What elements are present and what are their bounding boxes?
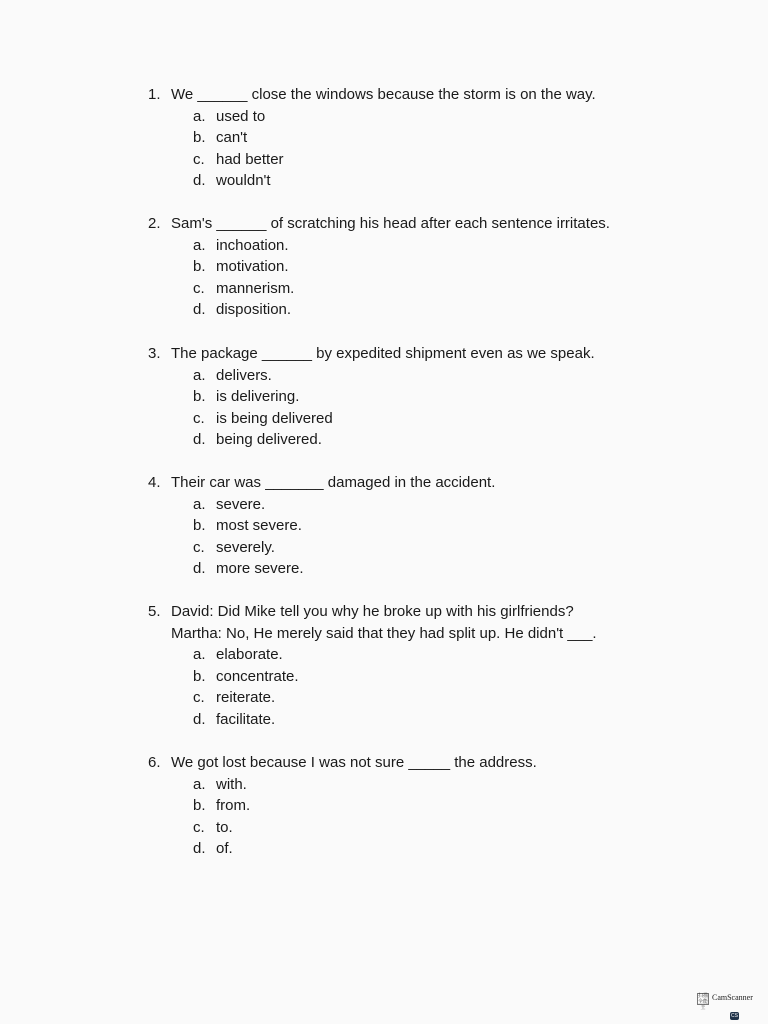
option-b: b. motivation. (193, 258, 289, 276)
option-d: d. facilitate. (193, 710, 276, 728)
question-number: 1. (148, 86, 161, 103)
option-c: c. severely. (193, 538, 275, 556)
cs-badge-icon: CS (731, 1013, 738, 1019)
options-list (148, 644, 708, 730)
question-3 (148, 343, 708, 451)
option-a: a. elaborate. (193, 646, 283, 663)
camscanner-watermark (697, 991, 761, 1021)
question-2 (148, 213, 708, 321)
option-c: c. is being delivered (193, 409, 333, 427)
option-a: a. delivers. (193, 366, 272, 384)
option-a: a. severe. (193, 495, 266, 513)
option-b: b. is delivering. (193, 388, 300, 406)
option-c: c. mannerism. (193, 279, 295, 297)
option-d: d. of. (193, 840, 233, 858)
option-d: d. disposition. (193, 301, 292, 319)
question-6 (148, 752, 708, 860)
question-number: 4. (148, 474, 161, 491)
option-d: d. more severe. (193, 560, 304, 578)
question-text: The package ______ by expedited shipment even as we speak. (171, 345, 595, 362)
question-text: David: Did Mike tell you why he broke up with his girlfriends? Martha: No, He merely said that they had split up. He didn't ___. (171, 603, 597, 642)
option-b: b. from. (193, 797, 251, 815)
question-5 (148, 601, 708, 730)
option-d: d. wouldn't (193, 172, 271, 190)
question-number: 6. (148, 754, 161, 771)
options-list (148, 774, 708, 860)
question-text: Sam's ______ of scratching his head after each sentence irritates. (171, 215, 610, 232)
question-4 (148, 472, 708, 580)
option-b: b. most severe. (193, 517, 302, 535)
options-list (148, 106, 708, 192)
option-a: a. inchoation. (193, 236, 289, 254)
option-c: c. had better (193, 150, 284, 168)
option-a: a. with. (193, 775, 247, 793)
question-text: We ______ close the windows because the storm is on the way. (171, 86, 596, 103)
camscanner-brand-text: CamScanner (712, 993, 753, 1002)
options-list (148, 494, 708, 580)
options-list (148, 365, 708, 451)
option-c: c. to. (193, 818, 233, 836)
question-number: 3. (148, 345, 161, 362)
option-b: b. can't (193, 129, 248, 147)
option-b: b. concentrate. (193, 667, 299, 685)
options-list (148, 235, 708, 321)
question-number: 5. (148, 603, 161, 620)
camscanner-logo-icon: 扫描全能王 (698, 994, 709, 1011)
question-text: We got lost because I was not sure _____ the address. (171, 754, 537, 771)
option-a: a. used to (193, 107, 266, 125)
option-c: c. reiterate. (193, 689, 276, 707)
question-text: Their car was _______ damaged in the accident. (171, 474, 496, 491)
question-1 (148, 84, 708, 192)
question-number: 2. (148, 215, 161, 232)
option-d: d. being delivered. (193, 431, 322, 449)
